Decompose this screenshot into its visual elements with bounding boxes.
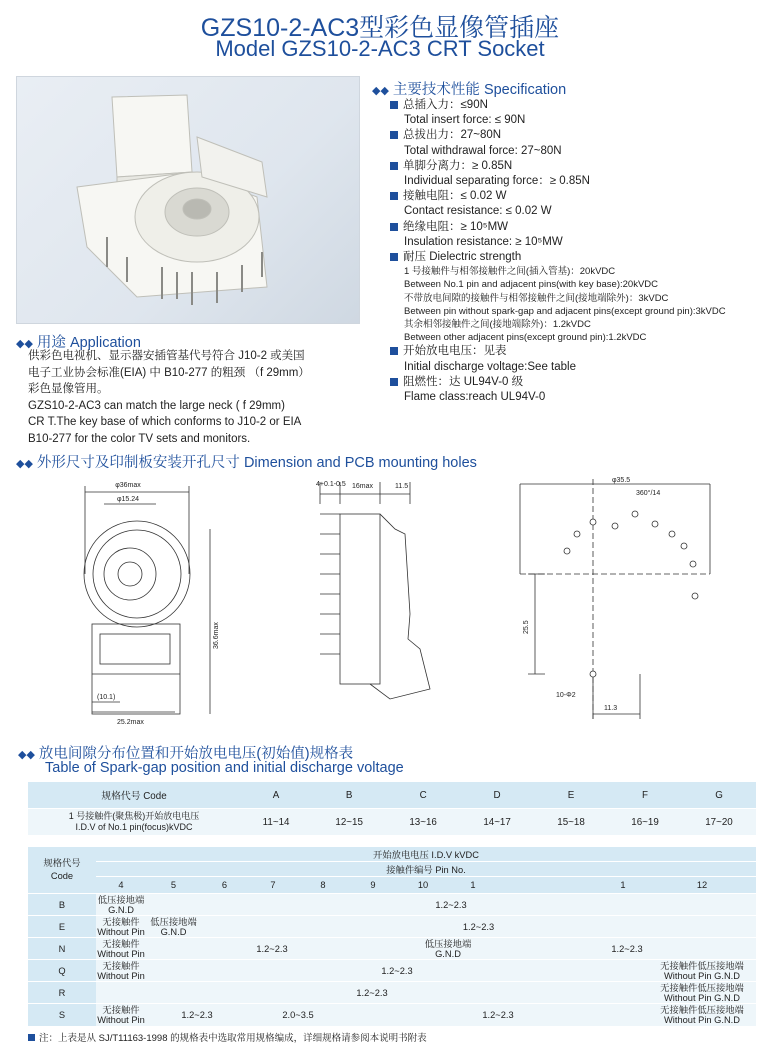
pin-cell: 7 (248, 877, 298, 894)
table-row (28, 877, 756, 894)
spec-item: 单脚分离力：≥ 0.85N (390, 159, 755, 174)
table-row (28, 809, 756, 836)
app-line: 供彩色电视机、显示器安插管基代号符合 J10-2 或美国 (28, 350, 305, 362)
table-row (28, 960, 756, 982)
page-title-en: Model GZS10-2-AC3 CRT Socket (215, 36, 545, 61)
pin-status: 无接触件 Without Pin (97, 1004, 145, 1025)
dim-label: 16max (352, 483, 374, 490)
pin-cell (498, 877, 598, 894)
spec-list (390, 98, 755, 405)
value-cell: 17~20 (682, 809, 756, 836)
spec-heading: ◆◆ 主要技术性能 Specification (372, 82, 567, 98)
footnote: 注：上表是从 SJ/T11163-1998 的规格表中选取常用规格编成，详细规格请参阅本说明书附表 (28, 1030, 427, 1044)
app-line: 电子工业协会标准(EIA) 中 B10-277 的粗颈 （f 29mm） (28, 366, 310, 379)
dimension-drawings (0, 474, 760, 734)
dim-label: 25.5 (523, 620, 530, 634)
voltage-cell: 1.2~2.3 (498, 938, 756, 960)
dim-label: φ36max (115, 482, 141, 489)
pin-status: 无接触件 Without Pin (97, 916, 145, 937)
row-code: E (28, 916, 96, 938)
pin-cell: 5 (146, 877, 201, 894)
table-row (28, 1004, 756, 1026)
dielectric-line: Between No.1 pin and adjacent pins(with key base):20kVDC (404, 279, 659, 291)
application-heading: ◆◆ 用途 Application (16, 335, 141, 351)
spec-item-en: Individual separating force：≥ 0.85N (404, 175, 590, 188)
dim-label: 25.2max (117, 719, 144, 726)
table-header: 规格代号 Code (28, 782, 240, 809)
dim-label: 11.5 (395, 483, 409, 490)
dielectric-head: 耐压 Dielectric strength (390, 250, 755, 265)
row-code: B (28, 894, 96, 916)
pin-cell: 4 (96, 877, 146, 894)
value-cell: 15~18 (534, 809, 608, 836)
app-line: CR T.The key base of which conforms to J10-2 or EIA (28, 416, 302, 428)
spec-item: 绝缘电阻：≥ 10⁵MW (390, 220, 755, 235)
row-code: N (28, 938, 96, 960)
code-cell: B (312, 782, 386, 809)
dielectric-line: Between other adjacent pins(except ground pin):1.2kVDC (404, 332, 647, 344)
voltage-cell: 1.2~2.3 (348, 1004, 648, 1026)
pin-status: 低压接地端 G.N.D (97, 894, 145, 915)
spec-item-en: Total withdrawal force: 27~80N (404, 144, 562, 157)
dim-label: 11.3 (604, 705, 618, 712)
voltage-cell: 1.2~2.3 (146, 894, 756, 916)
table-row (28, 916, 756, 938)
value-cell: 14~17 (460, 809, 534, 836)
spec-item: 开始放电电压：见表 (390, 344, 755, 359)
dim-label: 36.6max (213, 622, 220, 649)
table-row (28, 782, 756, 809)
idv-header: 开始放电电压 I.D.V kVDC (96, 847, 756, 862)
pin-cell: 10 (398, 877, 448, 894)
code-cell: F (608, 782, 682, 809)
voltage-cell: 1.2~2.3 (96, 982, 648, 1004)
pin-status: 无接触件 Without Pin (97, 960, 145, 981)
value-cell: 16~19 (608, 809, 682, 836)
spec-item: 接触电阻：≤ 0.02 W (390, 189, 755, 204)
value-cell: 12~15 (312, 809, 386, 836)
spec-item-en: Insulation resistance: ≥ 10⁵MW (404, 235, 563, 248)
code-cell: D (460, 782, 534, 809)
code-cell: G (682, 782, 756, 809)
pin-no-header: 接触件编号 Pin No. (96, 862, 756, 877)
row-label: 1 号接触件(聚焦极)开始放电电压 I.D.V of No.1 pin(focus)kVDC (28, 809, 240, 836)
pin-cell: 1 (448, 877, 498, 894)
value-cell: 11~14 (240, 809, 312, 836)
row-code: Q (28, 960, 96, 982)
app-line: 彩色显像管用。 (28, 383, 109, 395)
pin-cell: 6 (201, 877, 248, 894)
application-text (28, 348, 378, 447)
spec-item-en: Initial discharge voltage:See table (404, 360, 576, 373)
table-title-en: Table of Spark-gap position and initial discharge voltage (45, 760, 404, 776)
row-code: S (28, 1004, 96, 1026)
dim-label: 10-Φ2 (556, 692, 576, 699)
table-row (28, 894, 756, 916)
pin-cell: 12 (648, 877, 756, 894)
crt-socket-image (17, 77, 359, 323)
spec-item-en: Flame class:reach UL94V-0 (404, 391, 546, 404)
dielectric-line: 不带放电间隙的接触件与相邻接触件之间(接地端除外)：3kVDC (404, 292, 669, 304)
dim-label: (10.1) (97, 694, 116, 701)
voltage-cell: 1.2~2.3 (201, 916, 756, 938)
table-row (28, 847, 756, 862)
dim-label: φ35.5 (612, 477, 631, 484)
pin-status: 低压接地端 G.N.D (146, 916, 201, 938)
pin-cell: 8 (298, 877, 348, 894)
table-row (28, 938, 756, 960)
dim-label: φ15.24 (116, 496, 140, 503)
spec-item-en: Contact resistance: ≤ 0.02 W (404, 205, 552, 218)
code-cell: E (534, 782, 608, 809)
table-row (28, 982, 756, 1004)
dielectric-line: 其余相邻接触件之间(接地端除外)：1.2kVDC (404, 319, 591, 331)
voltage-cell: 1.2~2.3 (146, 1004, 248, 1026)
code-cell: A (240, 782, 312, 809)
app-line: GZS10-2-AC3 can match the large neck ( f 29mm) (28, 399, 285, 412)
dielectric-line: Between pin without spark-gap and adjacent pins(except ground pin):3kVDC (404, 305, 726, 317)
pin-status: 无接触件低压接地端 Without Pin G.N.D (648, 960, 756, 982)
voltage-cell: 1.2~2.3 (146, 960, 648, 982)
app-line: B10-277 for the color TV sets and monitors. (28, 432, 251, 445)
row-code: R (28, 982, 96, 1004)
spec-item: 总拔出力：27~80N (390, 128, 755, 143)
table-title-cn: ◆◆ 放电间隙分布位置和开始放电电压(初始值)规格表 (18, 746, 354, 762)
dim-label: 4+0.1-0.5 (316, 481, 346, 488)
page-title-cn: GZS10-2-AC3型彩色显像管插座 (200, 14, 560, 42)
discharge-table-focus (28, 782, 756, 836)
dielectric-line: 1 号接触件与相邻接触件之间(插入管基)：20kVDC (404, 266, 616, 278)
dimension-heading: ◆◆ 外形尺寸及印制板安装开孔尺寸 Dimension and PCB mounting holes (16, 455, 477, 471)
spec-item: 总插入力：≤90N (390, 98, 755, 113)
voltage-cell: 1.2~2.3 (146, 938, 398, 960)
pin-cell: 1 (598, 877, 648, 894)
pin-status: 无接触件低压接地端 Without Pin G.N.D (648, 982, 756, 1004)
table-row (28, 862, 756, 877)
spec-item-en: Total insert force: ≤ 90N (404, 114, 526, 127)
code-cell: C (386, 782, 460, 809)
product-photo (16, 76, 360, 324)
discharge-table-pins (28, 846, 756, 1026)
value-cell: 13~16 (386, 809, 460, 836)
pin-cell: 9 (348, 877, 398, 894)
code-header: 规格代号 Code (28, 847, 96, 894)
voltage-cell: 2.0~3.5 (248, 1004, 348, 1026)
dim-label: 360°/14 (636, 490, 661, 497)
pin-status: 无接触件低压接地端 Without Pin G.N.D (648, 1004, 756, 1026)
spec-item: 阻燃性：达 UL94V-0 级 (390, 375, 755, 390)
pin-status: 低压接地端 G.N.D (398, 938, 498, 960)
pin-status: 无接触件 Without Pin (97, 938, 145, 959)
